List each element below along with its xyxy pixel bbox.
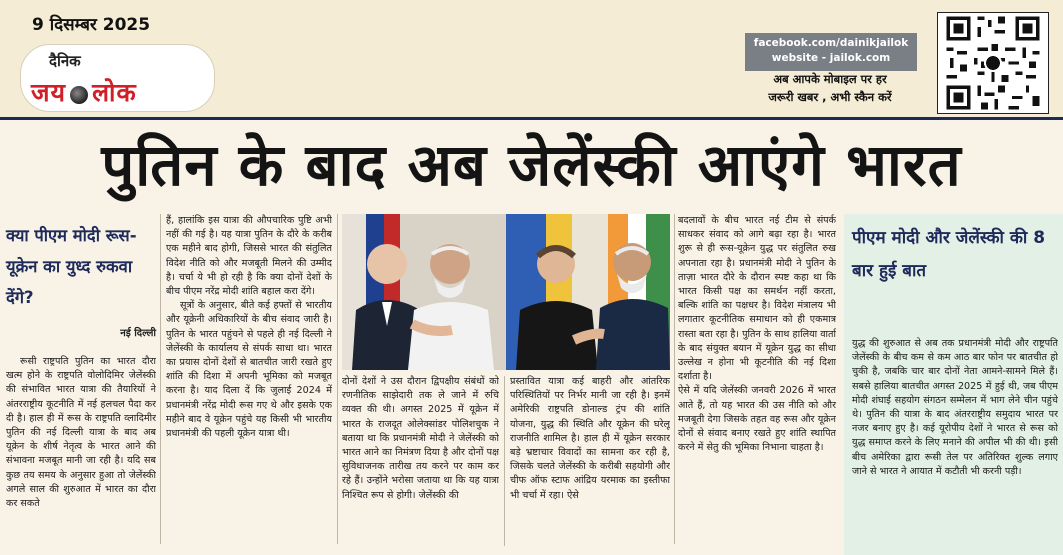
scan-tagline <box>740 70 920 106</box>
article-column-3 <box>342 375 499 547</box>
column-divider <box>674 214 675 544</box>
article-paragraph: रूसी राष्ट्रपति पुतिन का भारत दौरा खत्म होने के राष्ट्रपति वोलोदिमिर जेलेंस्की की संभावित भारत यात्रा की तैयारियों ने अंतरराष्ट्रीय कूटनीति में नई हलचल पैदा कर दी है। हाल ही में रूस के राष्ट्रपति व्लादिमीर पुतिन की नई दिल्ली यात्रा के बाद अब यूक्रेन के शीर्ष नेतृत्व के भारत आने की संभावना मजबूत मानी जा रही है। यदि सब कुछ तय समय के अनुसार हुआ तो जेलेंस्की अगले साल की शुरुआत में भारत का दौरा कर सकते <box>6 356 156 510</box>
side-story-body <box>852 337 1058 547</box>
tagline-line-1: अब आपके मोबाइल पर हर <box>773 72 887 86</box>
article-column-5 <box>678 214 836 549</box>
question-headline: क्या पीएम मोदी रूस-यूक्रेन का युध्द रुकवा देंगे? <box>6 226 137 307</box>
newspaper-logo[interactable] <box>20 44 215 112</box>
column-divider <box>504 376 505 546</box>
article-paragraph: हैं, हालांकि इस यात्रा की औपचारिक पुष्टि अभी नहीं की गई है। यह यात्रा पुतिन के दौरे के करीब एक महीने बाद होगी, जिससे भारत की संतुलित विदेश नीति को और मजबूती मिलने की उम्मीद है। चर्चा ये भी हो रही है कि क्या दोनों देशों के बीच पीएम नरेंद्र मोदी शांति बहाल करा देंगे। <box>166 215 332 298</box>
article-paragraph: सूत्रों के अनुसार, बीते कई हफ्तों से भारतीय और यूक्रेनी अधिकारियों के बीच संवाद जारी है। पुतिन के भारत पहुंचने से पहले ही नई दिल्ली ने जेलेंस्की के कार्यालय से संपर्क साधा था। भारत का प्रयास दोनों देशों से बातचीत जारी रखते हुए शांति की दिशा में अपनी भूमिका को मजबूत करना है। याद दिला दें कि जुलाई 2024 में प्रधानमंत्री नरेंद्र मोदी रूस गए थे और इसके एक महीने बाद वे यूक्रेन पहुंचे यह किसी भी भारतीय प्रधानमंत्री की पहली यूक्रेन यात्रा थी। <box>166 300 332 440</box>
social-links-banner <box>745 33 917 71</box>
qr-code-icon[interactable] <box>937 12 1049 114</box>
main-headline: पुतिन के बाद अब जेलेंस्की आएंगे भारत <box>101 131 962 199</box>
article-paragraph: बदलावों के बीच भारत नई टीम से संपर्क साधकर संवाद को आगे बढ़ा रहा है। भारत शुरू से ही रूस-यूक्रेन युद्ध पर संतुलित रुख अपनाता रहा है। प्रधानमंत्री मोदी ने पुतिन के ताज़ा भारत दौरे के दौरान स्पष्ट कहा था कि भारत किसी पक्ष का समर्थन नहीं करता, बल्कि शांति का पक्षधर है। विदेश मंत्रालय भी लगातार कूटनीतिक समाधान को ही एकमात्र रास्ता बता रहा है। पुतिन के साथ हालिया वार्ता के बाद संयुक्त बयान में यूक्रेन युद्ध का सीधा उल्लेख न होना भी कूटनीति की नई दिशा दर्शाता है। <box>678 215 836 383</box>
logo-word-right: लोक <box>92 78 137 107</box>
logo-word-left: जय <box>31 78 67 107</box>
facebook-link[interactable]: facebook.com/dainikjailok <box>753 37 909 49</box>
leaders-photo <box>342 214 670 370</box>
article-column-2 <box>166 214 332 549</box>
globe-icon <box>70 86 88 104</box>
article-column-4 <box>510 375 670 547</box>
column-divider <box>160 214 161 544</box>
column-divider <box>337 214 338 544</box>
article-paragraph: ऐसे में यदि जेलेंस्की जनवरी 2026 में भारत आते हैं, तो यह भारत की उस नीति को और मजबूती देगा जिसके तहत वह रूस और यूक्रेन दोनों से संवाद बनाए रखते हुए शांति स्थापित करने में सेतु की भूमिका निभाना चाहता है। <box>678 385 836 454</box>
logo-wordmark <box>31 75 137 109</box>
website-link[interactable]: website - jailok.com <box>771 52 891 64</box>
issue-date: 9 दिसम्बर 2025 <box>32 15 151 35</box>
article-paragraph: युद्ध की शुरुआत से अब तक प्रधानमंत्री मोदी और राष्ट्रपति जेलेंस्की के बीच कम से कम आठ बार फोन पर बातचीत हो चुकी है, जबकि चार बार दोनों नेता आमने-सामने मिले हैं। सबसे हालिया बातचीत अगस्त 2025 में हुई थी, जब पीएम मोदी शंघाई सहयोग संगठन सम्मेलन में भाग लेने चीन पहुंचे थे। पुतिन की यात्रा के बाद अंतरराष्ट्रीय समुदाय भारत पर नजर बनाए हुए है। कई यूरोपीय देशों ने भारत से रूस को युद्ध समाप्त करने के लिए मनाने की अपील भी की थी। इसी बीच अमेरिका द्वारा रूसी तेल पर अतिरिक्त शुल्क लगाए जाने से भारत ने आयात में कटौती भी करनी पड़ी। <box>852 338 1058 477</box>
article-paragraph: प्रस्तावित यात्रा कई बाहरी और आंतरिक परिस्थितियों पर निर्भर मानी जा रही है। इनमें अमेरिकी राष्ट्रपति डोनाल्ड ट्रंप की शांति योजना, युद्ध की स्थिति और यूक्रेन की घरेलू राजनीति शामिल है। हाल ही में यूक्रेन सरकार बड़े भ्रष्टाचार विवादों का सामना कर रही है, जिसके चलते जेलेंस्की के करीबी सहयोगी और चीफ ऑफ स्टाफ आंद्रिय यरमाक का इस्तीफा भी चर्चा में रहा। ऐसे <box>510 376 670 501</box>
qr-code-graphic <box>938 13 1048 113</box>
article-paragraph: दोनों देशों ने उस दौरान द्विपक्षीय संबंधों को रणनीतिक साझेदारी तक ले जाने में रुचि व्यक्त की थी। अगस्त 2025 में यूक्रेन में भारत के राजदूत ओलेक्सांडर पोलिशचुक ने बताया था कि प्रधानमंत्री मोदी ने जेलेंस्की को भारत आने का निमंत्रण दिया है और दोनों पक्ष सुविधाजनक तारीख तय करने पर काम कर रहे हैं। उन्होंने भरोसा जताया था कि यह यात्रा निश्चित रूप से होगी। जेलेंस्की की <box>342 376 499 501</box>
masthead <box>0 0 1063 120</box>
dateline: नई दिल्ली <box>120 328 156 339</box>
tagline-line-2: जरूरी खबर , अभी स्कैन करें <box>768 90 892 104</box>
article-column-1 <box>6 355 156 545</box>
leaders-photo-graphic <box>342 214 670 370</box>
side-story-headline: पीएम मोदी और जेलेंस्की की 8 बार हुई बात <box>852 228 1046 281</box>
logo-prefix: दैनिक <box>49 52 81 70</box>
